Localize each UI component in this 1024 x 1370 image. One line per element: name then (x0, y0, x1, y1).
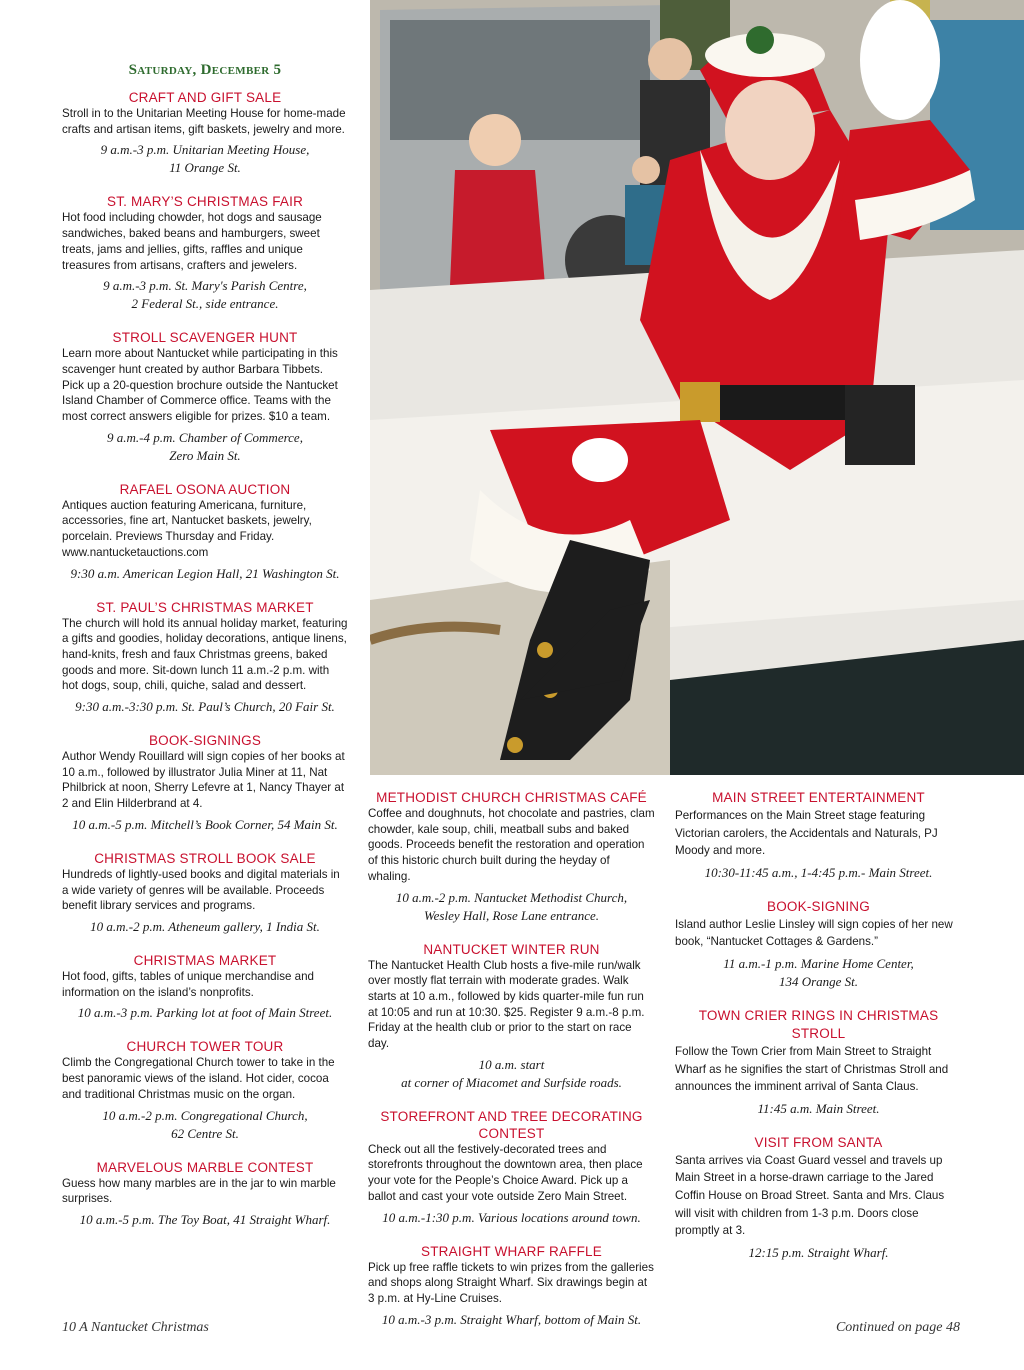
event-listing (368, 1243, 655, 1329)
event-title: MARVELOUS MARBLE CONTEST (96, 1159, 314, 1175)
event-time-location: 10 a.m.-2 p.m. Congregational Church, 62 Centre St. (102, 1107, 308, 1141)
event-list-left (62, 89, 348, 1229)
event-description: Hundreds of lightly-used books and digital materials in a wide variety of genres will be available. Proceeds benefit library services and programs. (62, 867, 340, 913)
event-title: STOREFRONT AND TREE DECORATING CONTEST (380, 1108, 643, 1141)
event-title: MAIN STREET ENTERTAINMENT (712, 790, 925, 805)
event-description: Island author Leslie Linsley will sign copies of her new book, “Nantucket Cottages & Gardens.” (675, 917, 953, 949)
event-title: RAFAEL OSONA AUCTION (119, 481, 291, 497)
page-footer-label: 10 A Nantucket Christmas (62, 1320, 209, 1335)
event-title: NANTUCKET WINTER RUN (423, 941, 600, 957)
event-time-location: 9 a.m.-4 p.m. Chamber of Commerce, Zero Main St. (107, 429, 303, 463)
event-time-location: 11 a.m.-1 p.m. Marine Home Center, 134 Orange St. (723, 955, 914, 989)
event-title: BOOK-SIGNING (767, 898, 870, 914)
event-listing (675, 898, 962, 991)
event-listing (675, 1134, 962, 1262)
event-time-location: 10 a.m.-5 p.m. Mitchell’s Book Corner, 54 Main St. (72, 816, 338, 832)
event-title: STRAIGHT WHARF RAFFLE (421, 1243, 602, 1259)
event-listing (62, 481, 348, 583)
event-listing (62, 1159, 348, 1229)
right-column (675, 789, 962, 1278)
event-title: ST. PAUL’S CHRISTMAS MARKET (96, 599, 314, 615)
event-time-location: 9 a.m.-3 p.m. Unitarian Meeting House, 11 Orange St. (100, 142, 310, 176)
event-listing (62, 329, 348, 465)
event-description: Learn more about Nantucket while participating in this scavenger hunt created by author Barbara Tibbets. Pick up a 20-question brochure outside the Nantucket Island Chamber of Commerce office. Teams with the most correct answers eligible for prizes. $10 a team. (62, 347, 338, 424)
event-listing (62, 850, 348, 936)
event-listing (62, 1038, 348, 1142)
event-listing (675, 1007, 962, 1118)
event-title: CHRISTMAS STROLL BOOK SALE (94, 850, 316, 866)
event-list-right (675, 789, 962, 1262)
event-listing (368, 789, 655, 925)
event-description: Coffee and doughnuts, hot chocolate and pastries, clam chowder, kale soup, chili, meatball subs and baked goods. Proceeds benefit the restoration and operation of this historic church built during the heyday of whaling. (368, 807, 655, 883)
event-description: Performances on the Main Street stage featuring Victorian carolers, the Accidentals and Naturals, PJ Moody and more. (675, 809, 938, 858)
event-listing (62, 732, 348, 834)
event-listing (368, 1108, 655, 1227)
event-list-middle (368, 789, 655, 1329)
event-time-location: 9 a.m.-3 p.m. St. Mary's Parish Centre, 2 Federal St., side entrance. (103, 278, 307, 312)
event-time-location: 10 a.m.-3 p.m. Parking lot at foot of Main Street. (77, 1005, 333, 1021)
event-description: Hot food including chowder, hot dogs and sausage sandwiches, baked beans and hamburgers, sweet treats, jams and jellies, gifts, raffles and unique treasures from artisans, crafters and jewelers. (62, 211, 322, 272)
event-description: Santa arrives via Coast Guard vessel and travels up Main Street in a horse-drawn carriage to the Jared Coffin House on Broad Street. Santa and Mrs. Claus will visit with children from 1-3 p.m. Doors close promptly at 3. (675, 1153, 945, 1238)
event-time-location: 11:45 a.m. Main Street. (757, 1100, 880, 1116)
event-time-location: 10:30-11:45 a.m., 1-4:45 p.m.- Main Street. (704, 864, 933, 880)
event-description: Antiques auction featuring Americana, furniture, accessories, fine art, Nantucket baskets, jewelry, porcelain. Previews Thursday and Friday. www.nantucketauctions.com (62, 498, 312, 559)
santa-photo (370, 0, 1024, 775)
event-listing (368, 941, 655, 1092)
event-description: Follow the Town Crier from Main Street to Straight Wharf as he signifies the start of Christmas Stroll and announces the imminent arrival of Santa Claus. (675, 1044, 949, 1094)
event-time-location: 9:30 a.m. American Legion Hall, 21 Washington St. (70, 565, 340, 581)
date-heading: Saturday, December 5 (128, 62, 282, 78)
event-time-location: 10 a.m.-2 p.m. Atheneum gallery, 1 India St. (90, 918, 320, 934)
event-title: CHURCH TOWER TOUR (126, 1039, 284, 1055)
event-time-location: 10 a.m. start at corner of Miacomet and Surfside roads. (401, 1056, 622, 1090)
event-description: Hot food, gifts, tables of unique merchandise and information on the island’s nonprofits. (62, 969, 314, 999)
event-title: METHODIST CHURCH CHRISTMAS CAFÉ (376, 790, 647, 805)
event-description: The Nantucket Health Club hosts a five-mile run/walk over mostly flat terrain with moderate grades. Walk starts at 10 a.m., followed by kids quarter-mile fun run at 10:05 and run at 10:30. $25. Register 9 a.m.-8 p.m. Friday at the health club or prior to the start on race day. (368, 958, 645, 1051)
event-description: The church will hold its annual holiday market, featuring a gifts and goodies, holiday decorations, antique linens, hand-knits, fresh and faux Christmas greens, baked goods and more. Sit-down lunch 11 a.m.-2 p.m. with hot dogs, soup, chili, quiche, salad and dessert. (62, 616, 348, 693)
continued-note: Continued on page 48 (835, 1320, 960, 1335)
middle-column (368, 789, 655, 1345)
event-listing (62, 193, 348, 313)
event-time-location: 10 a.m.-2 p.m. Nantucket Methodist Church, Wesley Hall, Rose Lane entrance. (395, 889, 628, 923)
event-title: VISIT FROM SANTA (754, 1134, 883, 1150)
event-title: STROLL SCAVENGER HUNT (112, 330, 298, 346)
event-description: Author Wendy Rouillard will sign copies of her books at 10 a.m., followed by illustrator Julia Miner at 11, Nat Philbrick at noon, Sherry Lefevre at 1, Nancy Thayer at 2 and Elin Hilderbrand at 4. (62, 750, 345, 811)
event-description: Climb the Congregational Church tower to take in the best panoramic views of the island. Hot cider, cocoa and traditional Christmas music on the organ. (62, 1056, 335, 1101)
event-title: TOWN CRIER RINGS IN CHRISTMAS STROLL (698, 1007, 939, 1041)
event-listing (62, 599, 348, 717)
event-time-location: 12:15 p.m. Straight Wharf. (748, 1244, 889, 1260)
event-description: Guess how many marbles are in the jar to win marble surprises. (62, 1176, 336, 1206)
event-title: BOOK-SIGNINGS (148, 733, 262, 749)
event-time-location: 10 a.m.-5 p.m. The Toy Boat, 41 Straight Wharf. (79, 1211, 331, 1227)
event-listing (62, 952, 348, 1022)
event-time-location: 10 a.m.-1:30 p.m. Various locations around town. (382, 1209, 641, 1225)
event-listing (675, 789, 962, 882)
event-listing (62, 89, 348, 177)
event-title: CRAFT AND GIFT SALE (128, 90, 282, 105)
event-title: ST. MARY’S CHRISTMAS FAIR (106, 194, 304, 210)
event-description: Pick up free raffle tickets to win prizes from the galleries and shops along Straight Wharf. Six drawings begin at 3 p.m. at Hy-Line Cruises. (368, 1260, 654, 1305)
event-title: CHRISTMAS MARKET (133, 952, 277, 968)
event-description: Check out all the festively-decorated trees and storefronts throughout the downtown area, then place your vote for the People’s Choice Award. Pick up a ballot and cast your vote outside Zero Main Street. (368, 1142, 643, 1203)
left-column (62, 62, 348, 1245)
santa-on-boat-image (370, 0, 1024, 775)
event-description: Stroll in to the Unitarian Meeting House for home-made crafts and artisan items, gift baskets, jewelry and more. (62, 107, 346, 136)
event-time-location: 9:30 a.m.-3:30 p.m. St. Paul’s Church, 20 Fair St. (75, 699, 335, 715)
event-time-location: 10 a.m.-3 p.m. Straight Wharf, bottom of Main St. (381, 1311, 642, 1327)
